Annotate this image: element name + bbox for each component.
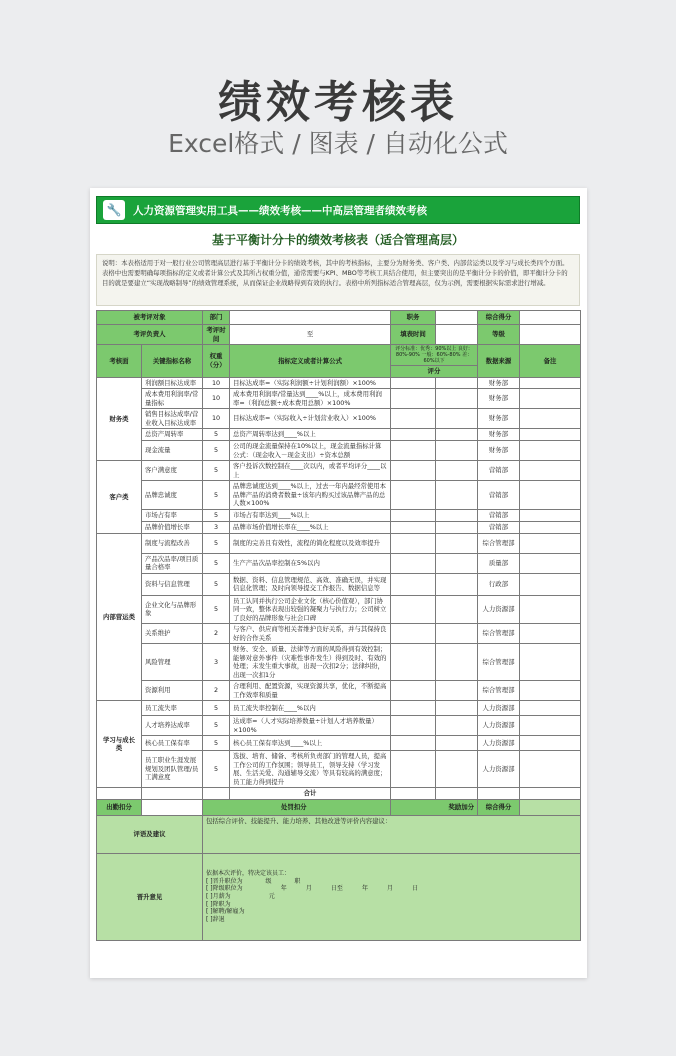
score-standard-cell[interactable] <box>391 553 436 573</box>
weight-cell: 3 <box>203 521 230 533</box>
source-cell: 财务部 <box>478 389 520 409</box>
definition-cell: 成本费用利润率/常量达到____%以上，成本费用利润率=（利润总额÷成本费用总额）×100% <box>230 389 391 409</box>
definition-cell: 选拔、培育、储备、考核所负责部门的管理人员，提高工作公司的工作氛围；领导员工，领导支持（学习发展、生活关爱、沟通辅导交流）等具有较高的满意度；员工能力得到提升 <box>230 751 391 788</box>
score-cell[interactable] <box>436 553 478 573</box>
definition-cell: 合理利用、配置资源，实现资源共享，优化，不断提高工作效率和质量 <box>230 681 391 701</box>
table-row <box>97 409 581 429</box>
score-cell[interactable] <box>436 644 478 681</box>
promotion-line: [ ]月薪为 元 <box>206 892 275 900</box>
score-standard-cell[interactable] <box>391 681 436 701</box>
source-cell: 财务部 <box>478 409 520 429</box>
definition-cell: 客户投诉次数控制在____次以内，或者平均评分____以上 <box>230 461 391 481</box>
grade-cell[interactable] <box>520 325 581 345</box>
definition-cell: 品牌忠诚度达到____%以上，过去一年内最经常使用本品牌产品的消费者数量÷该年内购买过该品牌产品的总人数×100% <box>230 481 391 510</box>
score-standard-cell[interactable] <box>391 533 436 553</box>
definition-cell: 目标达成率=（实际利润额÷计划利润额）×100% <box>230 377 391 389</box>
table-row <box>97 533 581 553</box>
definition-cell: 与客户、供应商等相关者维护良好关系，并与其保持良好的合作关系 <box>230 624 391 644</box>
source-cell: 营销部 <box>478 521 520 533</box>
source-cell: 人力资源部 <box>478 716 520 736</box>
note-cell[interactable] <box>520 429 581 441</box>
score-standard-cell[interactable] <box>391 509 436 521</box>
table-row <box>97 509 581 521</box>
note-cell[interactable] <box>520 533 581 553</box>
table-row <box>97 429 581 441</box>
label-penalty-deduct: 处罚扣分 <box>203 800 391 816</box>
col-category: 考核面 <box>97 345 142 378</box>
score-cell[interactable] <box>436 377 478 389</box>
weight-cell: 5 <box>203 573 230 595</box>
source-cell: 综合管理部 <box>478 644 520 681</box>
table-row <box>97 736 581 751</box>
promotion-line: [ ]辞退 <box>206 915 225 923</box>
weight-cell: 5 <box>203 736 230 751</box>
note-cell[interactable] <box>520 377 581 389</box>
score-standard-cell[interactable] <box>391 701 436 716</box>
definition-cell: 财务、安全、质量、法律等方面的风险得到有效控制；能够对意外事件（灾难性事件发生）得到及时、有效的处理；未发生重大事故，出现一次扣2分；法律纠纷，出现一次扣1分 <box>230 644 391 681</box>
note-cell[interactable] <box>520 644 581 681</box>
score-standard-cell[interactable] <box>391 377 436 389</box>
score-standard-cell[interactable] <box>391 595 436 624</box>
col-score: 评分 <box>391 366 478 378</box>
source-cell: 人力资源部 <box>478 595 520 624</box>
indicator-cell: 资源利用 <box>142 681 203 701</box>
source-cell: 质量部 <box>478 553 520 573</box>
table-row <box>97 716 581 736</box>
fill-time-cell[interactable] <box>436 325 478 345</box>
definition-cell: 品牌市场价值增长率在____%以上 <box>230 521 391 533</box>
definition-cell: 员工流失率控制在____%以内 <box>230 701 391 716</box>
weight-cell: 10 <box>203 409 230 429</box>
table-row <box>97 521 581 533</box>
score-cell[interactable] <box>436 573 478 595</box>
label-eval-time: 考评时间 <box>203 325 230 345</box>
weight-cell: 5 <box>203 441 230 461</box>
score-standard-cell[interactable] <box>391 736 436 751</box>
score-cell[interactable] <box>436 441 478 461</box>
overall-score-cell[interactable] <box>520 800 581 816</box>
note-cell[interactable] <box>520 624 581 644</box>
weight-cell: 10 <box>203 377 230 389</box>
score-cell[interactable] <box>436 716 478 736</box>
hero-title: 绩效考核表 <box>218 77 458 128</box>
category-cell: 学习与成长类 <box>97 701 142 788</box>
table-row <box>97 701 581 716</box>
label-evaluee: 被考评对象 <box>97 311 203 325</box>
promotion-line: [ ]降职为 <box>206 900 231 908</box>
weight-cell: 5 <box>203 533 230 553</box>
score-cell[interactable] <box>436 533 478 553</box>
weight-cell: 5 <box>203 461 230 481</box>
label-fill-time: 填表时间 <box>391 325 436 345</box>
indicator-cell: 企业文化与品牌形象 <box>142 595 203 624</box>
source-cell: 综合管理部 <box>478 533 520 553</box>
score-cell[interactable] <box>436 521 478 533</box>
indicator-cell: 员工流失率 <box>142 701 203 716</box>
note-cell[interactable] <box>520 521 581 533</box>
note-cell[interactable] <box>520 509 581 521</box>
review-cell[interactable]: 包括综合评价、技能提升、能力培养、其他改进等评价内容建议： <box>203 816 581 854</box>
table-row <box>97 553 581 573</box>
label-total-score: 综合得分 <box>478 311 520 325</box>
weight-cell: 2 <box>203 624 230 644</box>
note-cell[interactable] <box>520 681 581 701</box>
score-cell[interactable] <box>436 681 478 701</box>
score-cell[interactable] <box>436 461 478 481</box>
score-cell[interactable] <box>436 736 478 751</box>
indicator-cell: 资料与信息管理 <box>142 573 203 595</box>
weight-cell: 5 <box>203 429 230 441</box>
position-cell[interactable] <box>436 311 478 325</box>
label-overall-score: 综合得分 <box>478 800 520 816</box>
score-standard-cell[interactable] <box>391 461 436 481</box>
weight-cell: 5 <box>203 481 230 510</box>
category-cell: 财务类 <box>97 377 142 461</box>
tool-banner <box>96 196 580 224</box>
attendance-deduct-cell[interactable] <box>142 800 203 816</box>
promotion-line: [ ]解聘/解雇为 <box>206 908 245 916</box>
col-weight: 权重（分） <box>203 345 230 378</box>
weight-cell: 5 <box>203 751 230 788</box>
indicator-cell: 销售目标达成率/营业收入目标达成率 <box>142 409 203 429</box>
label-department: 部门 <box>203 311 230 325</box>
source-cell: 人力资源部 <box>478 701 520 716</box>
table-row <box>97 573 581 595</box>
promotion-line: [ ]降级职位为 年 月 日至 年 月 日 <box>206 885 419 893</box>
table-row <box>97 624 581 644</box>
label-evaluator: 考评负责人 <box>97 325 203 345</box>
weight-cell: 5 <box>203 509 230 521</box>
category-cell: 内部营运类 <box>97 533 142 701</box>
score-cell[interactable] <box>436 409 478 429</box>
category-cell: 客户类 <box>97 461 142 534</box>
adjust-row <box>97 800 581 816</box>
weight-cell: 5 <box>203 716 230 736</box>
indicator-cell: 品牌忠诚度 <box>142 481 203 510</box>
spreadsheet-preview <box>90 188 587 978</box>
promotion-line: [ ]晋升职位为 级 职 <box>206 877 301 885</box>
note-cell[interactable] <box>520 751 581 788</box>
weight-cell: 5 <box>203 553 230 573</box>
total-score-cell[interactable] <box>520 311 581 325</box>
score-standard-cell[interactable] <box>391 441 436 461</box>
weight-cell: 2 <box>203 681 230 701</box>
score-standard-cell[interactable] <box>391 624 436 644</box>
indicator-cell: 现金流量 <box>142 441 203 461</box>
source-cell: 综合管理部 <box>478 624 520 644</box>
score-standard-cell[interactable] <box>391 573 436 595</box>
indicator-cell: 风险管理 <box>142 644 203 681</box>
col-definition: 指标定义或者计算公式 <box>230 345 391 378</box>
source-cell: 财务部 <box>478 429 520 441</box>
table-row <box>97 389 581 409</box>
promotion-line: 依据本次评价，特决定该员工： <box>206 870 291 878</box>
score-cell[interactable] <box>436 481 478 510</box>
definition-cell: 核心员工保有率达到____%以上 <box>230 736 391 751</box>
table-row <box>97 461 581 481</box>
indicator-cell: 制度与流程改善 <box>142 533 203 553</box>
definition-cell: 达成率=（人才实际培养数量÷计划人才培养数量）×100% <box>230 716 391 736</box>
label-bonus: 奖励加分 <box>391 800 478 816</box>
score-cell[interactable] <box>436 624 478 644</box>
score-standard-cell[interactable] <box>391 521 436 533</box>
source-cell: 人力资源部 <box>478 736 520 751</box>
col-note: 备注 <box>520 345 581 378</box>
score-cell[interactable] <box>436 389 478 409</box>
review-row <box>97 816 581 854</box>
indicator-cell: 市场占有率 <box>142 509 203 521</box>
note-cell[interactable] <box>520 461 581 481</box>
weight-cell: 10 <box>203 389 230 409</box>
note-cell[interactable] <box>520 481 581 510</box>
department-cell[interactable] <box>230 311 391 325</box>
indicator-cell: 利润额目标达成率 <box>142 377 203 389</box>
note-cell[interactable] <box>520 716 581 736</box>
definition-cell: 数据、资料、信息管理规范、高效、准确无误，并实现信息化管理；及时向领导提交工作报告、数据信息等 <box>230 573 391 595</box>
label-attendance-deduct: 出勤扣分 <box>97 800 142 816</box>
source-cell: 财务部 <box>478 377 520 389</box>
weight-cell: 5 <box>203 595 230 624</box>
definition-cell: 制度的完善且有效性，流程的简化程度以及效率提升 <box>230 533 391 553</box>
score-standard-cell[interactable] <box>391 429 436 441</box>
indicator-cell: 品牌价值增长率 <box>142 521 203 533</box>
score-standard-cell[interactable] <box>391 751 436 788</box>
definition-cell: 生产产品次品率控制在5%以内 <box>230 553 391 573</box>
source-cell: 财务部 <box>478 441 520 461</box>
source-cell: 综合管理部 <box>478 681 520 701</box>
source-cell: 行政部 <box>478 573 520 595</box>
source-cell: 营销部 <box>478 481 520 510</box>
score-cell[interactable] <box>436 509 478 521</box>
hero-subtitle: Excel格式 / 图表 / 自动化公式 <box>168 129 508 158</box>
col-score-standard: 评分标准：优秀：90%以上 良好：80%-90% 一般：60%-80% 差：60%以下 <box>391 345 478 366</box>
eval-time-range[interactable]: 至 <box>230 325 391 345</box>
indicator-cell: 核心员工保有率 <box>142 736 203 751</box>
table-row <box>97 377 581 389</box>
score-cell[interactable] <box>436 751 478 788</box>
table-row <box>97 441 581 461</box>
score-standard-cell[interactable] <box>391 644 436 681</box>
indicator-cell: 产品次品率/项目质量合格率 <box>142 553 203 573</box>
evaluation-table <box>96 310 581 941</box>
table-row <box>97 481 581 510</box>
score-standard-cell[interactable] <box>391 481 436 510</box>
description-box: 说明：本表格适用于对一般行业公司管理高层进行基于平衡计分卡的绩效考核，其中的考核指标，主要分为财务类、客户类、内部营运类以及学习与成长类四个方面。表格中也需要明确每项指标的定义或者计算公式及其所占权重分值，通常需要与KPI、MBO等考核工具结合使用，但主要突出的是平衡计分卡的价值，即平衡计分卡的目的就是要建立“实现战略制导”的绩效管理系统，从而保证企业战略得到有效的执行。表格中所列指标适合管理高层，仅为示例，需要根据实际需求进行增减。 <box>96 254 580 306</box>
definition-cell: 市场占有率达到____%以上 <box>230 509 391 521</box>
definition-cell: 总资产周转率达到____%以上 <box>230 429 391 441</box>
promotion-cell[interactable] <box>203 854 581 941</box>
note-cell[interactable] <box>520 389 581 409</box>
source-cell: 人力资源部 <box>478 751 520 788</box>
source-cell: 营销部 <box>478 461 520 481</box>
total-row <box>97 788 581 800</box>
table-row <box>97 681 581 701</box>
score-standard-cell[interactable] <box>391 716 436 736</box>
note-cell[interactable] <box>520 701 581 716</box>
table-row <box>97 644 581 681</box>
indicator-cell: 成本费用利润率/常量指标 <box>142 389 203 409</box>
score-standard-cell[interactable] <box>391 409 436 429</box>
weight-cell: 3 <box>203 644 230 681</box>
col-indicator: 关键指标名称 <box>142 345 203 378</box>
note-cell[interactable] <box>520 441 581 461</box>
definition-cell: 目标达成率=（实际收入÷计划营业收入）×100% <box>230 409 391 429</box>
indicator-cell: 人才培养达成率 <box>142 716 203 736</box>
indicator-cell: 总资产周转率 <box>142 429 203 441</box>
note-cell[interactable] <box>520 409 581 429</box>
label-position: 职务 <box>391 311 436 325</box>
banner-text: 人力资源管理实用工具——绩效考核——中高层管理者绩效考核 <box>133 204 427 217</box>
label-grade: 等级 <box>478 325 520 345</box>
weight-cell: 5 <box>203 701 230 716</box>
table-row <box>97 595 581 624</box>
label-promotion: 晋升意见 <box>97 854 203 941</box>
col-source: 数据来源 <box>478 345 520 378</box>
wrench-icon: 🔧 <box>103 200 125 220</box>
definition-cell: 公司的现金流量保持在10%以上，现金流量指标计算公式：（现金收入－现金支出）÷资本总额 <box>230 441 391 461</box>
indicator-cell: 客户满意度 <box>142 461 203 481</box>
note-cell[interactable] <box>520 595 581 624</box>
indicator-cell: 员工职业生涯发展规划及团队管理/员工满意度 <box>142 751 203 788</box>
definition-cell: 员工认同并执行公司企业文化（核心价值观），部门协同一致，整体表现出较强的凝聚力与执行力；公司树立了良好的品牌形象与社会口碑 <box>230 595 391 624</box>
score-cell[interactable] <box>436 595 478 624</box>
table-row <box>97 751 581 788</box>
sheet-title: 基于平衡计分卡的绩效考核表（适合管理高层） <box>211 233 464 247</box>
note-cell[interactable] <box>520 553 581 573</box>
indicator-cell: 关系维护 <box>142 624 203 644</box>
total-label: 合计 <box>230 788 391 800</box>
score-standard-cell[interactable] <box>391 389 436 409</box>
score-cell[interactable] <box>436 429 478 441</box>
promotion-row <box>97 854 581 941</box>
note-cell[interactable] <box>520 736 581 751</box>
label-review: 评语及建议 <box>97 816 203 854</box>
source-cell: 营销部 <box>478 509 520 521</box>
score-cell[interactable] <box>436 701 478 716</box>
note-cell[interactable] <box>520 573 581 595</box>
